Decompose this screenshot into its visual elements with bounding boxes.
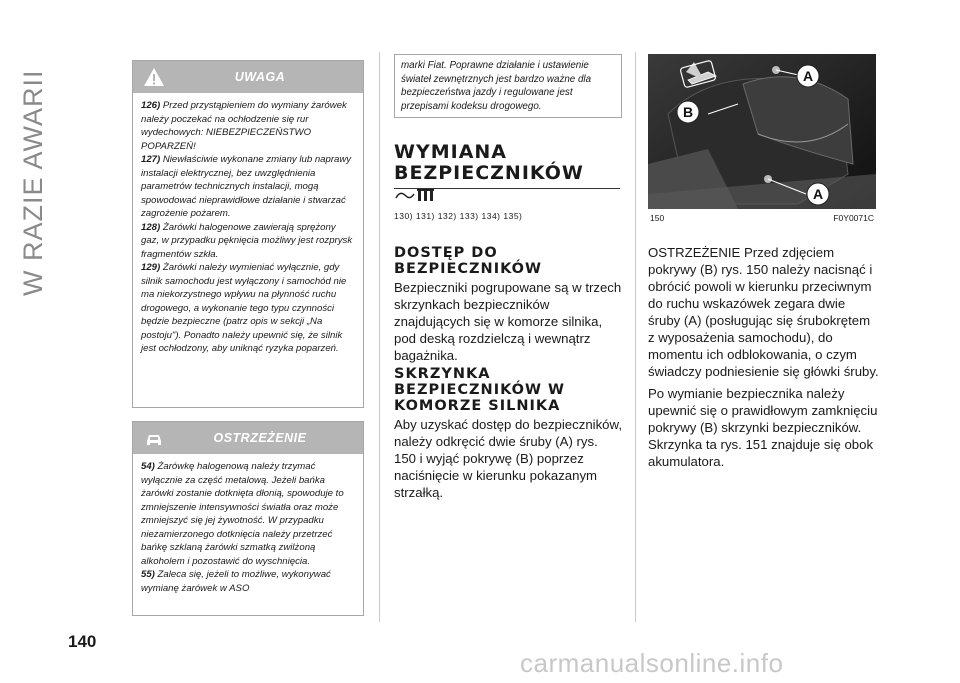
skrzynka-title-line1: SKRZYNKA — [394, 366, 491, 382]
section-title-line2: BEZPIECZNIKÓW — [394, 162, 584, 184]
label-a-bottom: A — [812, 186, 824, 202]
label-a-top: A — [802, 68, 814, 84]
skrzynka-section — [394, 366, 622, 501]
figure-code: F0Y0071C — [833, 213, 874, 223]
watermark: carmanualsonline.info — [520, 648, 784, 678]
reference-block — [394, 186, 622, 221]
skrzynka-title-line3: KOMORZE SILNIKA — [394, 398, 561, 414]
section-title-line1: WYMIANA — [394, 141, 508, 163]
ostrzezenie-item: 55) Zaleca się, jeżeli to możliwe, wykonywać wymianę żarówek w ASO — [141, 569, 331, 594]
page-number: 140 — [68, 632, 97, 651]
dostep-title-line1: DOSTĘP DO — [394, 245, 498, 261]
uwaga-item: 129) Żarówki należy wymieniać wyłącznie, gdy silnik samochodu jest wyłączony i samochód nie ma niekorzystnego wpływu na płynność ruchu drogowego, a wykonanie tego typu czynności będzie bezpieczne (patrz opis w sekcji „Na postoju"). Ponadto należy upewnić się, że silnik jest ochłodzony, aby uniknąć ryzyka poparzeń. — [141, 262, 347, 354]
dostep-title-line2: BEZPIECZNIKÓW — [394, 261, 542, 277]
note-continued-text: marki Fiat. Poprawne działanie i ustawienie świateł zewnętrznych jest bardzo ważne dla bezpieczeństwa jazdy i regulowane jest przepisami kodeksu drogowego. — [401, 60, 592, 112]
col3-paragraph-2: Po wymianie bezpiecznika należy upewnić się o prawidłowym zamknięciu pokrywy (B) skrzynki bezpieczników. Skrzynka ta rys. 151 znajduje się obok akumulatora. — [648, 386, 878, 469]
reference-numbers: 130) 131) 132) 133) 134) 135) — [394, 211, 523, 221]
uwaga-item: 127) Niewłaściwie wykonane zmiany lub naprawy instalacji elektrycznej, bez uwzględnienia parametrów technicznych instalacji, mogą spowodować nieprawidłowe działanie i stwarzać zagrożenie pożarem. — [141, 154, 352, 219]
figure-number: 150 — [650, 213, 665, 223]
uwaga-box — [132, 60, 364, 408]
fusebox-figure — [648, 54, 876, 209]
uwaga-body — [133, 93, 363, 362]
dostep-section — [394, 245, 622, 364]
fusebox-cover-illustration — [648, 54, 876, 209]
section-heading — [394, 142, 622, 189]
uwaga-title: UWAGA — [234, 70, 286, 84]
column-divider — [379, 52, 380, 622]
manual-reference-icon — [394, 186, 438, 204]
skrzynka-text: Aby uzyskać dostęp do bezpieczników, należy odkręcić dwie śruby (A) rys. 150 i wyjąć pokrywę (B) poprzez naciśnięcie w kierunku pokazanym strzałką. — [394, 417, 622, 500]
ostrzezenie-header — [133, 422, 363, 454]
chapter-side-title: W RAZIE AWARII — [18, 69, 48, 296]
ostrzezenie-title: OSTRZEŻENIE — [213, 431, 307, 445]
label-b: B — [682, 104, 694, 120]
dostep-text: Bezpieczniki pogrupowane są w trzech skrzynkach bezpieczników znajdujących się w komorze silnika, pod deską rozdzielczą i wewnątrz bagażnika. — [394, 280, 622, 363]
col3-paragraph-1: OSTRZEŻENIE Przed zdjęciem pokrywy (B) rys. 150 należy nacisnąć i obrócić powoli w kierunku przeciwnym do ruchu wskazówek zegara dwie śruby (A) (posługując się śrubokrętem z wyposażenia samochodu), do momentu ich odblokowania, o czym świadczy podniesienie się główki śruby. — [648, 245, 879, 379]
uwaga-item: 126) Przed przystąpieniem do wymiany żarówek należy poczekać na ochłodzenie się rur wydechowych: NIEBEZPIECZEŃSTWO POPARZEŃ! — [141, 100, 347, 152]
uwaga-item: 128) Żarówki halogenowe zawierają sprężony gaz, w przypadku pęknięcia możliwy jest rozprysk fragmentów szkła. — [141, 221, 353, 260]
column-divider — [635, 52, 636, 622]
note-continued-box — [394, 54, 622, 118]
skrzynka-title-line2: BEZPIECZNIKÓW W — [394, 382, 566, 398]
ostrzezenie-item: 54) Żarówkę halogenową należy trzymać wyłącznie za część metalową. Jeżeli bańka żarówki zostanie dotknięta dłonią, spowoduje to zmniejszenie intensywności światła oraz może zmniejszyć się jej żywotność. W przypadku niezamierzonego dotknięcia należy przetrzeć bańkę szklaną żarówki szmatką zwilżoną alkoholem i pozostawić do wyschnięcia. — [141, 461, 344, 567]
ostrzezenie-box — [132, 421, 364, 616]
ostrzezenie-body — [133, 454, 363, 601]
uwaga-header — [133, 61, 363, 93]
